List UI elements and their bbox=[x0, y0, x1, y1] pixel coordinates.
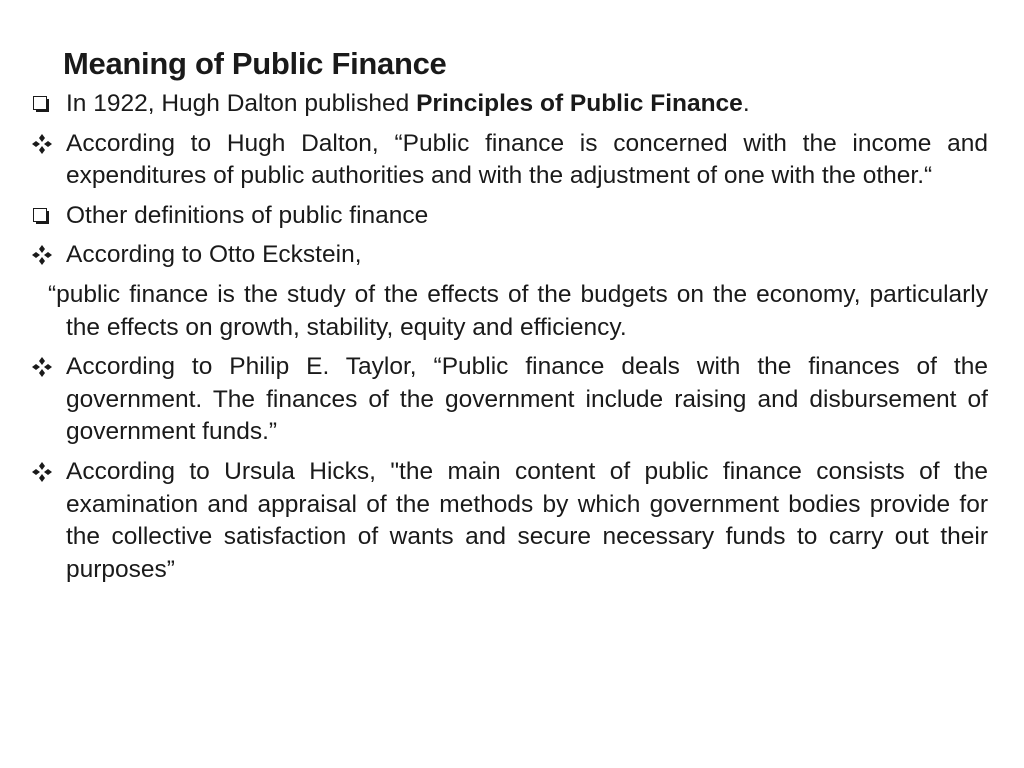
slide-body bbox=[30, 88, 988, 593]
list-item-text: According to Otto Eckstein, bbox=[66, 241, 362, 269]
square-bullet-icon bbox=[30, 88, 66, 121]
list-item-text: Other definitions of public finance bbox=[66, 201, 429, 229]
diamond-bullet-icon bbox=[30, 456, 66, 489]
list-item bbox=[30, 456, 988, 586]
diamond-bullet-icon bbox=[30, 351, 66, 384]
list-item bbox=[30, 239, 988, 272]
list-item bbox=[30, 128, 988, 193]
list-item bbox=[30, 351, 988, 449]
square-bullet-icon bbox=[30, 200, 66, 233]
diamond-bullet-icon bbox=[30, 128, 66, 161]
list-item-text: According to Ursula Hicks, "the main content of public finance consists of the examination and appraisal of the methods by which government bodies provide for the collective satisfaction of wants and secure necessary funds to carry out their purposes” bbox=[66, 457, 988, 583]
diamond-bullet-icon bbox=[30, 239, 66, 272]
list-item-text: According to Hugh Dalton, “Public finance is concerned with the income and expenditures of public authorities and with the adjustment of one with the other.“ bbox=[66, 129, 988, 190]
list-item-text-start: In 1922, Hugh Dalton published bbox=[66, 90, 417, 117]
list-item-text bbox=[66, 88, 988, 121]
list-item bbox=[30, 88, 988, 121]
slide-title: Meaning of Public Finance bbox=[63, 46, 447, 81]
book-title: Principles of Public Finance bbox=[416, 90, 743, 117]
quote-text: “public finance is the study of the effects of the budgets on the economy, particularly the effects on growth, stability, equity and efficiency. bbox=[48, 280, 988, 341]
list-item-text: According to Philip E. Taylor, “Public finance deals with the finances of the government. The finances of the government include raising and disbursement of government funds.” bbox=[66, 353, 988, 446]
list-item bbox=[30, 200, 988, 233]
list-item-text-end: . bbox=[742, 90, 750, 117]
